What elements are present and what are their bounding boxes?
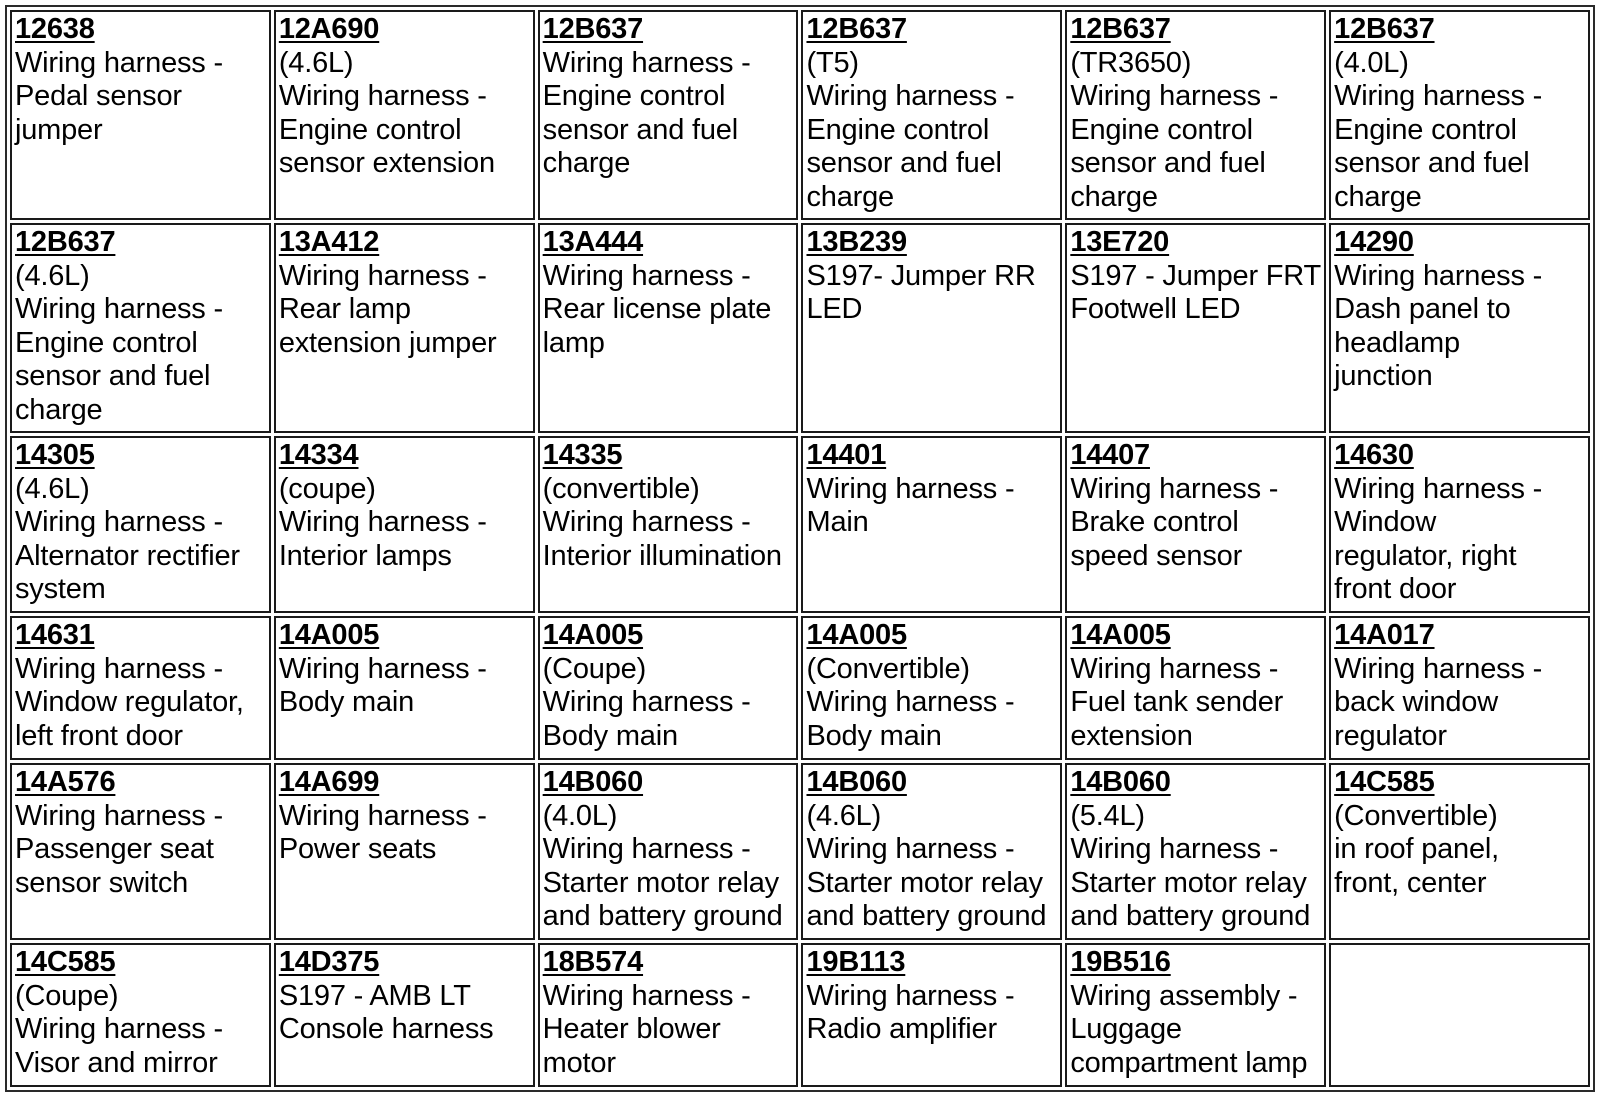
part-description-line: Wiring harness - [15, 293, 223, 325]
part-number-link[interactable]: 14305 [15, 439, 95, 471]
part-cell [1329, 223, 1590, 433]
part-description-line: (4.6L) [15, 472, 90, 505]
part-description-line: front door [1334, 573, 1457, 605]
part-description-line: extension jumper [278, 326, 497, 359]
part-description-line: S197 - Jumper FRT [1070, 259, 1322, 292]
part-description-line: Wiring harness - [542, 979, 751, 1012]
part-description-line: charge [806, 180, 894, 213]
part-description-line: sensor and fuel [1070, 147, 1266, 179]
part-description-line: extension [1070, 719, 1193, 752]
part-number-link[interactable]: 14A017 [1334, 619, 1435, 651]
table-row [10, 436, 1590, 613]
part-description-line: Wiring assembly - [1070, 979, 1298, 1012]
part-description-line: Starter motor relay [1070, 866, 1307, 899]
part-number-link[interactable]: 14B060 [806, 766, 907, 798]
table-row [10, 943, 1590, 1087]
part-description-line: Wiring harness - [15, 506, 223, 538]
part-description-line: Wiring harness - [542, 833, 751, 865]
part-description-line: jumper [15, 113, 103, 146]
part-description-line: Wiring harness - [1334, 472, 1543, 505]
part-number-link[interactable]: 14C585 [1334, 766, 1435, 798]
part-description-line: sensor and fuel [542, 113, 738, 146]
part-description-line: sensor and fuel [1334, 147, 1530, 179]
part-cell [274, 763, 535, 940]
part-cell [801, 10, 1062, 220]
part-cell [801, 436, 1062, 613]
part-description-line: Rear license plate [542, 293, 772, 325]
part-number-link[interactable]: 14A005 [806, 619, 907, 651]
part-description-line: and battery ground [806, 900, 1047, 932]
part-description-line: Engine control [542, 80, 726, 112]
part-cell [538, 763, 799, 940]
part-description-line: Wiring harness - [15, 46, 223, 79]
part-description-line: motor [542, 1046, 616, 1079]
part-description-line: Console harness [278, 1013, 494, 1045]
part-number-link[interactable]: 14A005 [278, 619, 380, 651]
part-cell [274, 943, 535, 1087]
part-number-link[interactable]: 14A005 [1070, 619, 1171, 651]
part-description-line: sensor and fuel [806, 147, 1002, 179]
part-cell [274, 10, 535, 220]
part-description-line: (Coupe) [542, 652, 647, 685]
part-description-line: (4.0L) [542, 799, 618, 832]
part-cell [10, 943, 271, 1087]
part-description-line: Wiring harness - [15, 1013, 223, 1045]
part-description-line: Pedal sensor [15, 80, 182, 112]
part-description-line: (coupe) [278, 472, 376, 505]
part-description-line: Wiring harness - [806, 472, 1015, 505]
part-number-link[interactable]: 13E720 [1070, 226, 1170, 258]
part-description-line: Wiring harness - [1334, 80, 1543, 112]
part-number-link[interactable]: 14B060 [542, 766, 644, 798]
part-number-link[interactable]: 12B637 [542, 13, 644, 45]
parts-table [7, 7, 1593, 1090]
part-description-line: Engine control [806, 113, 990, 146]
part-description-line: Wiring harness - [542, 506, 751, 538]
part-cell [10, 616, 271, 760]
part-description-line: Power seats [278, 833, 437, 865]
part-description-line: Alternator rectifier [15, 539, 240, 572]
part-description-line: (4.6L) [15, 259, 90, 292]
part-number-link[interactable]: 14630 [1334, 439, 1414, 471]
part-cell [1065, 943, 1326, 1087]
part-description-line: Wiring harness - [278, 799, 487, 832]
part-description-line: S197- Jumper RR [806, 259, 1036, 292]
part-cell [1329, 616, 1590, 760]
part-number-link[interactable]: 12A690 [278, 13, 380, 45]
part-cell [274, 223, 535, 433]
part-cell [538, 10, 799, 220]
part-number-link[interactable]: 14334 [278, 439, 359, 471]
part-description-line: charge [1334, 180, 1422, 213]
part-description-line: Wiring harness - [806, 686, 1015, 718]
part-description-line: Footwell LED [1070, 293, 1241, 325]
part-description-line: Wiring harness - [15, 799, 223, 832]
part-description-line: Engine control [15, 326, 198, 359]
part-description-line: (4.6L) [806, 799, 882, 832]
part-cell [538, 436, 799, 613]
part-number-link[interactable]: 14290 [1334, 226, 1414, 258]
part-description-line: Main [806, 506, 869, 538]
part-description-line: Wiring harness - [278, 652, 487, 685]
part-number-link[interactable]: 14335 [542, 439, 623, 471]
part-description-line: Starter motor relay [542, 866, 779, 899]
part-description-line: charge [542, 147, 631, 179]
part-number-link[interactable]: 14631 [15, 619, 95, 651]
part-cell [1329, 436, 1590, 613]
part-description-line: Wiring harness - [1070, 833, 1279, 865]
part-description-line: (TR3650) [1070, 46, 1192, 79]
part-number-link[interactable]: 12B637 [1334, 13, 1435, 45]
part-number-link[interactable]: 14B060 [1070, 766, 1171, 798]
part-number-link[interactable]: 14C585 [15, 946, 116, 978]
part-description-line: sensor and fuel [15, 360, 211, 392]
part-description-line: (T5) [806, 46, 859, 79]
part-description-line: Window [1334, 506, 1437, 538]
part-description-line: (4.0L) [1334, 46, 1409, 79]
part-description-line: Wiring harness - [278, 80, 487, 112]
part-description-line: front, center [1334, 866, 1487, 899]
part-description-line: Engine control [278, 113, 462, 146]
part-description-line: Visor and mirror [15, 1046, 218, 1079]
part-cell [1065, 10, 1326, 220]
part-number-link[interactable]: 13A444 [542, 226, 644, 258]
table-row [10, 616, 1590, 760]
empty-cell [1329, 943, 1590, 1087]
part-description-line: Wiring harness - [1070, 80, 1279, 112]
part-description-line: Wiring harness - [278, 259, 487, 292]
part-description-line: Wiring harness - [1070, 472, 1279, 505]
part-number-link[interactable]: 14A699 [278, 766, 380, 798]
part-description-line: charge [15, 393, 103, 426]
part-cell [1329, 763, 1590, 940]
part-cell [538, 616, 799, 760]
part-number-link[interactable]: 14D375 [278, 946, 380, 978]
part-cell [1065, 763, 1326, 940]
part-description-line: Body main [278, 686, 415, 718]
part-number-link[interactable]: 13B239 [806, 226, 907, 258]
part-cell [10, 223, 271, 433]
part-description-line: system [15, 573, 106, 605]
part-cell [274, 436, 535, 613]
part-description-line: Wiring harness - [806, 80, 1015, 112]
part-number-link[interactable]: 14A576 [15, 766, 116, 798]
part-number-link[interactable]: 12B637 [1070, 13, 1171, 45]
part-number-link[interactable]: 19B516 [1070, 946, 1171, 978]
part-description-line: and battery ground [1070, 900, 1311, 932]
part-cell [10, 436, 271, 613]
part-description-line: back window [1334, 686, 1498, 718]
part-number-link[interactable]: 12B637 [806, 13, 907, 45]
part-description-line: Interior lamps [278, 539, 452, 572]
part-description-line: Engine control [1070, 113, 1253, 146]
part-description-line: junction [1334, 360, 1433, 392]
part-description-line: in roof panel, [1334, 833, 1500, 865]
part-cell [10, 10, 271, 220]
part-cell [1065, 223, 1326, 433]
part-description-line: regulator, right [1334, 539, 1517, 572]
part-description-line: Wiring harness - [1070, 652, 1279, 685]
part-description-line: regulator [1334, 719, 1447, 752]
part-description-line: (convertible) [542, 472, 700, 505]
part-description-line: Wiring harness - [806, 979, 1015, 1012]
part-cell [10, 763, 271, 940]
part-description-line: Starter motor relay [806, 866, 1043, 899]
table-row [10, 10, 1590, 220]
part-description-line: sensor extension [278, 147, 495, 179]
part-description-line: LED [806, 293, 863, 325]
part-description-line: compartment lamp [1070, 1046, 1308, 1079]
part-description-line: Fuel tank sender [1070, 686, 1284, 718]
part-description-line: Engine control [1334, 113, 1517, 146]
part-number-link[interactable]: 12638 [15, 13, 95, 45]
part-cell [801, 616, 1062, 760]
part-number-link[interactable]: 18B574 [542, 946, 644, 978]
part-description-line: (4.6L) [278, 46, 354, 79]
part-description-line: Body main [542, 719, 678, 752]
part-description-line: Body main [806, 719, 942, 752]
part-description-line: lamp [542, 326, 605, 359]
part-cell [1329, 10, 1590, 220]
part-description-line: (Coupe) [15, 979, 119, 1012]
part-description-line: Window regulator, [15, 686, 244, 718]
part-cell [274, 616, 535, 760]
part-description-line: Wiring harness - [542, 259, 751, 292]
part-description-line: Interior illumination [542, 539, 782, 572]
part-description-line: Brake control [1070, 506, 1239, 538]
part-description-line: speed sensor [1070, 539, 1243, 572]
part-description-line: (5.4L) [1070, 799, 1145, 832]
parts-table-frame [5, 5, 1595, 1092]
part-description-line: Wiring harness - [1334, 652, 1543, 685]
part-number-link[interactable]: 12B637 [15, 226, 116, 258]
part-description-line: sensor switch [15, 866, 189, 899]
part-description-line: charge [1070, 180, 1158, 213]
part-number-link[interactable]: 13A412 [278, 226, 380, 258]
part-number-link[interactable]: 14401 [806, 439, 887, 471]
part-description-line: Wiring harness - [542, 46, 751, 79]
part-description-line: Wiring harness - [542, 686, 751, 718]
part-number-link[interactable]: 14A005 [542, 619, 644, 651]
parts-table-body [10, 10, 1590, 1087]
part-description-line: Wiring harness - [15, 652, 223, 685]
part-description-line: Wiring harness - [1334, 259, 1543, 292]
part-description-line: and battery ground [542, 900, 783, 932]
part-description-line: (Convertible) [806, 652, 970, 685]
part-description-line: Wiring harness - [806, 833, 1015, 865]
part-cell [801, 763, 1062, 940]
part-description-line: Dash panel to [1334, 293, 1511, 325]
part-description-line: Passenger seat [15, 833, 214, 865]
part-description-line: Heater blower [542, 1013, 721, 1045]
part-cell [801, 223, 1062, 433]
part-cell [1065, 616, 1326, 760]
part-cell [538, 223, 799, 433]
part-description-line: left front door [15, 719, 183, 752]
part-cell [538, 943, 799, 1087]
part-description-line: (Convertible) [1334, 799, 1498, 832]
part-description-line: S197 - AMB LT [278, 979, 471, 1012]
table-row [10, 223, 1590, 433]
part-description-line: Radio amplifier [806, 1013, 997, 1045]
part-description-line: Rear lamp [278, 293, 411, 325]
part-number-link[interactable]: 19B113 [806, 946, 906, 978]
part-description-line: headlamp [1334, 326, 1460, 359]
part-cell [1065, 436, 1326, 613]
part-cell [801, 943, 1062, 1087]
table-row [10, 763, 1590, 940]
part-description-line: Wiring harness - [278, 506, 487, 538]
part-number-link[interactable]: 14407 [1070, 439, 1150, 471]
part-description-line: Luggage [1070, 1013, 1182, 1045]
